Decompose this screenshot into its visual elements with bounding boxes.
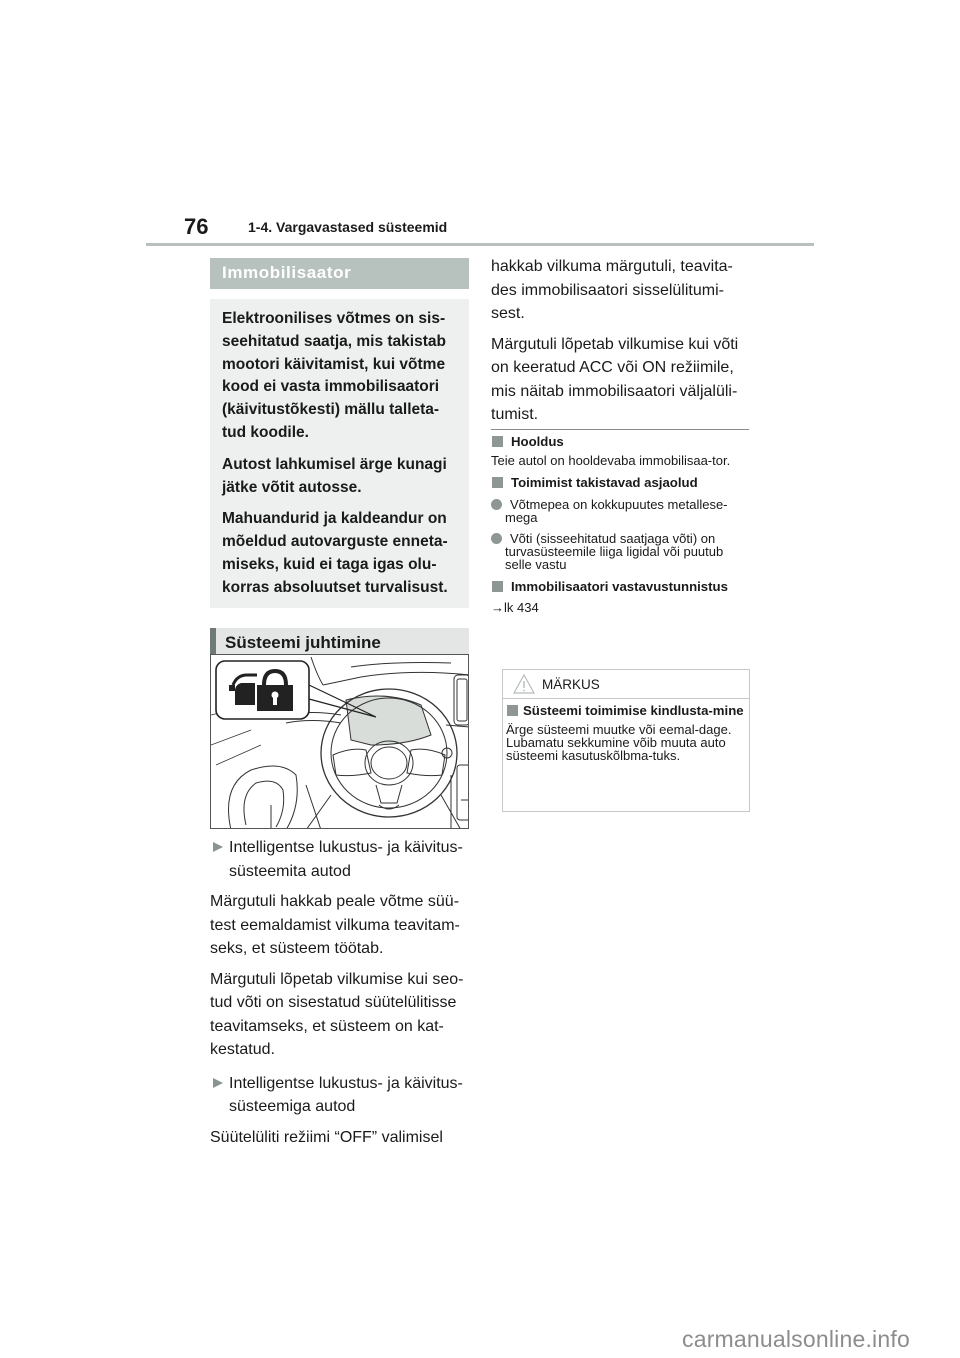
arrow-bullet-icon — [213, 1078, 223, 1088]
paragraph: Märgutuli hakkab peale võtme süü-test eemaldamist vilkuma teavitam-seks, et süsteem töötab. — [210, 893, 460, 957]
page-number: 76 — [184, 214, 209, 239]
subsection-title: Süsteemi juhtimine — [225, 632, 381, 652]
left-flow-text — [210, 836, 482, 1156]
square-bullet-icon — [507, 705, 518, 716]
compat-heading — [491, 579, 751, 595]
list-item — [491, 532, 751, 571]
page-reference-link[interactable]: →lk 434 — [491, 600, 539, 615]
notice-header — [503, 670, 749, 699]
left-column — [210, 258, 469, 660]
list-item — [210, 836, 482, 883]
heading-text: Süsteemi toimimise kindlusta-mine — [523, 703, 744, 718]
arrow-bullet-icon — [213, 842, 223, 852]
watermark: carmanualsonline.info — [682, 1326, 910, 1352]
paragraph: Märgutuli lõpetab vilkumise kui seo-tud võti on sisestatud süütelülitisse teavitamseks, et süsteem on kat-kestatud. — [210, 970, 464, 1058]
notice-box — [502, 669, 750, 812]
item-label: Intelligentse lukustus- ja käivitus-süsteemiga autod — [229, 1074, 463, 1115]
section-divider — [491, 429, 749, 430]
notice-heading — [506, 703, 746, 719]
square-bullet-icon — [492, 581, 503, 592]
square-bullet-icon — [492, 477, 503, 488]
heading-text: Toimimist takistavad asjaolud — [511, 475, 698, 490]
right-column — [491, 255, 750, 434]
notice-label: MÄRKUS — [542, 677, 600, 692]
section-title-box — [210, 258, 469, 289]
item-label: Intelligentse lukustus- ja käivitus-süsteemita autod — [229, 839, 463, 880]
list-item — [210, 1072, 482, 1119]
item-text: Võti (sisseehitatud saatjaga võti) on turvasüsteemile liiga ligidal või puutub selle vastu — [505, 531, 724, 572]
item-text: Võtmepea on kokkupuutes metallese-mega — [505, 497, 728, 525]
intro-box — [210, 299, 469, 608]
paragraph: Märgutuli lõpetab vilkumise kui võti on keeratud ACC või ON režiimile, mis näitab immobilisaatori väljalüli-tumist. — [491, 335, 739, 423]
heading-text: Immobilisaatori vastavustunnistus — [511, 579, 728, 594]
intro-paragraph: Elektroonilises võtmes on sis-seehitatud saatja, mis takistab mootori käivitamist, kui võtme kood ei vasta immobilisaatori (käivitustõkesti) mällu talleta-tud koodile. — [222, 310, 446, 441]
square-bullet-icon — [492, 436, 503, 447]
circle-bullet-icon — [491, 533, 502, 544]
info-sections — [491, 434, 751, 622]
intro-paragraph: Autost lahkumisel ärge kunagi jätke võtit autosse. — [222, 455, 447, 496]
factors-heading — [491, 475, 751, 491]
running-head: 1-4. Vargavastased süsteemid — [248, 219, 448, 235]
section-title: Immobilisaator — [222, 263, 352, 282]
intro-paragraph: Mahuandurid ja kaldeandur on mõeldud autovarguste enneta-miseks, kuid ei taga igas olu-korras absoluutset turvalisust. — [222, 510, 448, 596]
heading-text: Hooldus — [511, 434, 564, 449]
immobilizer-illustration — [210, 654, 469, 829]
maintenance-text: Teie autol on hooldevaba immobilisaa-tor. — [491, 453, 731, 468]
list-item — [491, 498, 751, 524]
warning-triangle-icon — [513, 674, 535, 699]
notice-body — [503, 699, 749, 763]
header-rule — [146, 243, 814, 246]
notice-text: Ärge süsteemi muutke või eemal-dage. Lubamatu sekkumine võib muuta auto süsteemi kasutuskõlbma-tuks. — [506, 722, 732, 764]
maintenance-heading — [491, 434, 751, 450]
paragraph: hakkab vilkuma märgutuli, teavita-des immobilisaatori sisselülitumi-sest. — [491, 258, 733, 322]
paragraph: Süütelüliti režiimi “OFF” valimisel — [210, 1128, 443, 1146]
circle-bullet-icon — [491, 499, 502, 510]
